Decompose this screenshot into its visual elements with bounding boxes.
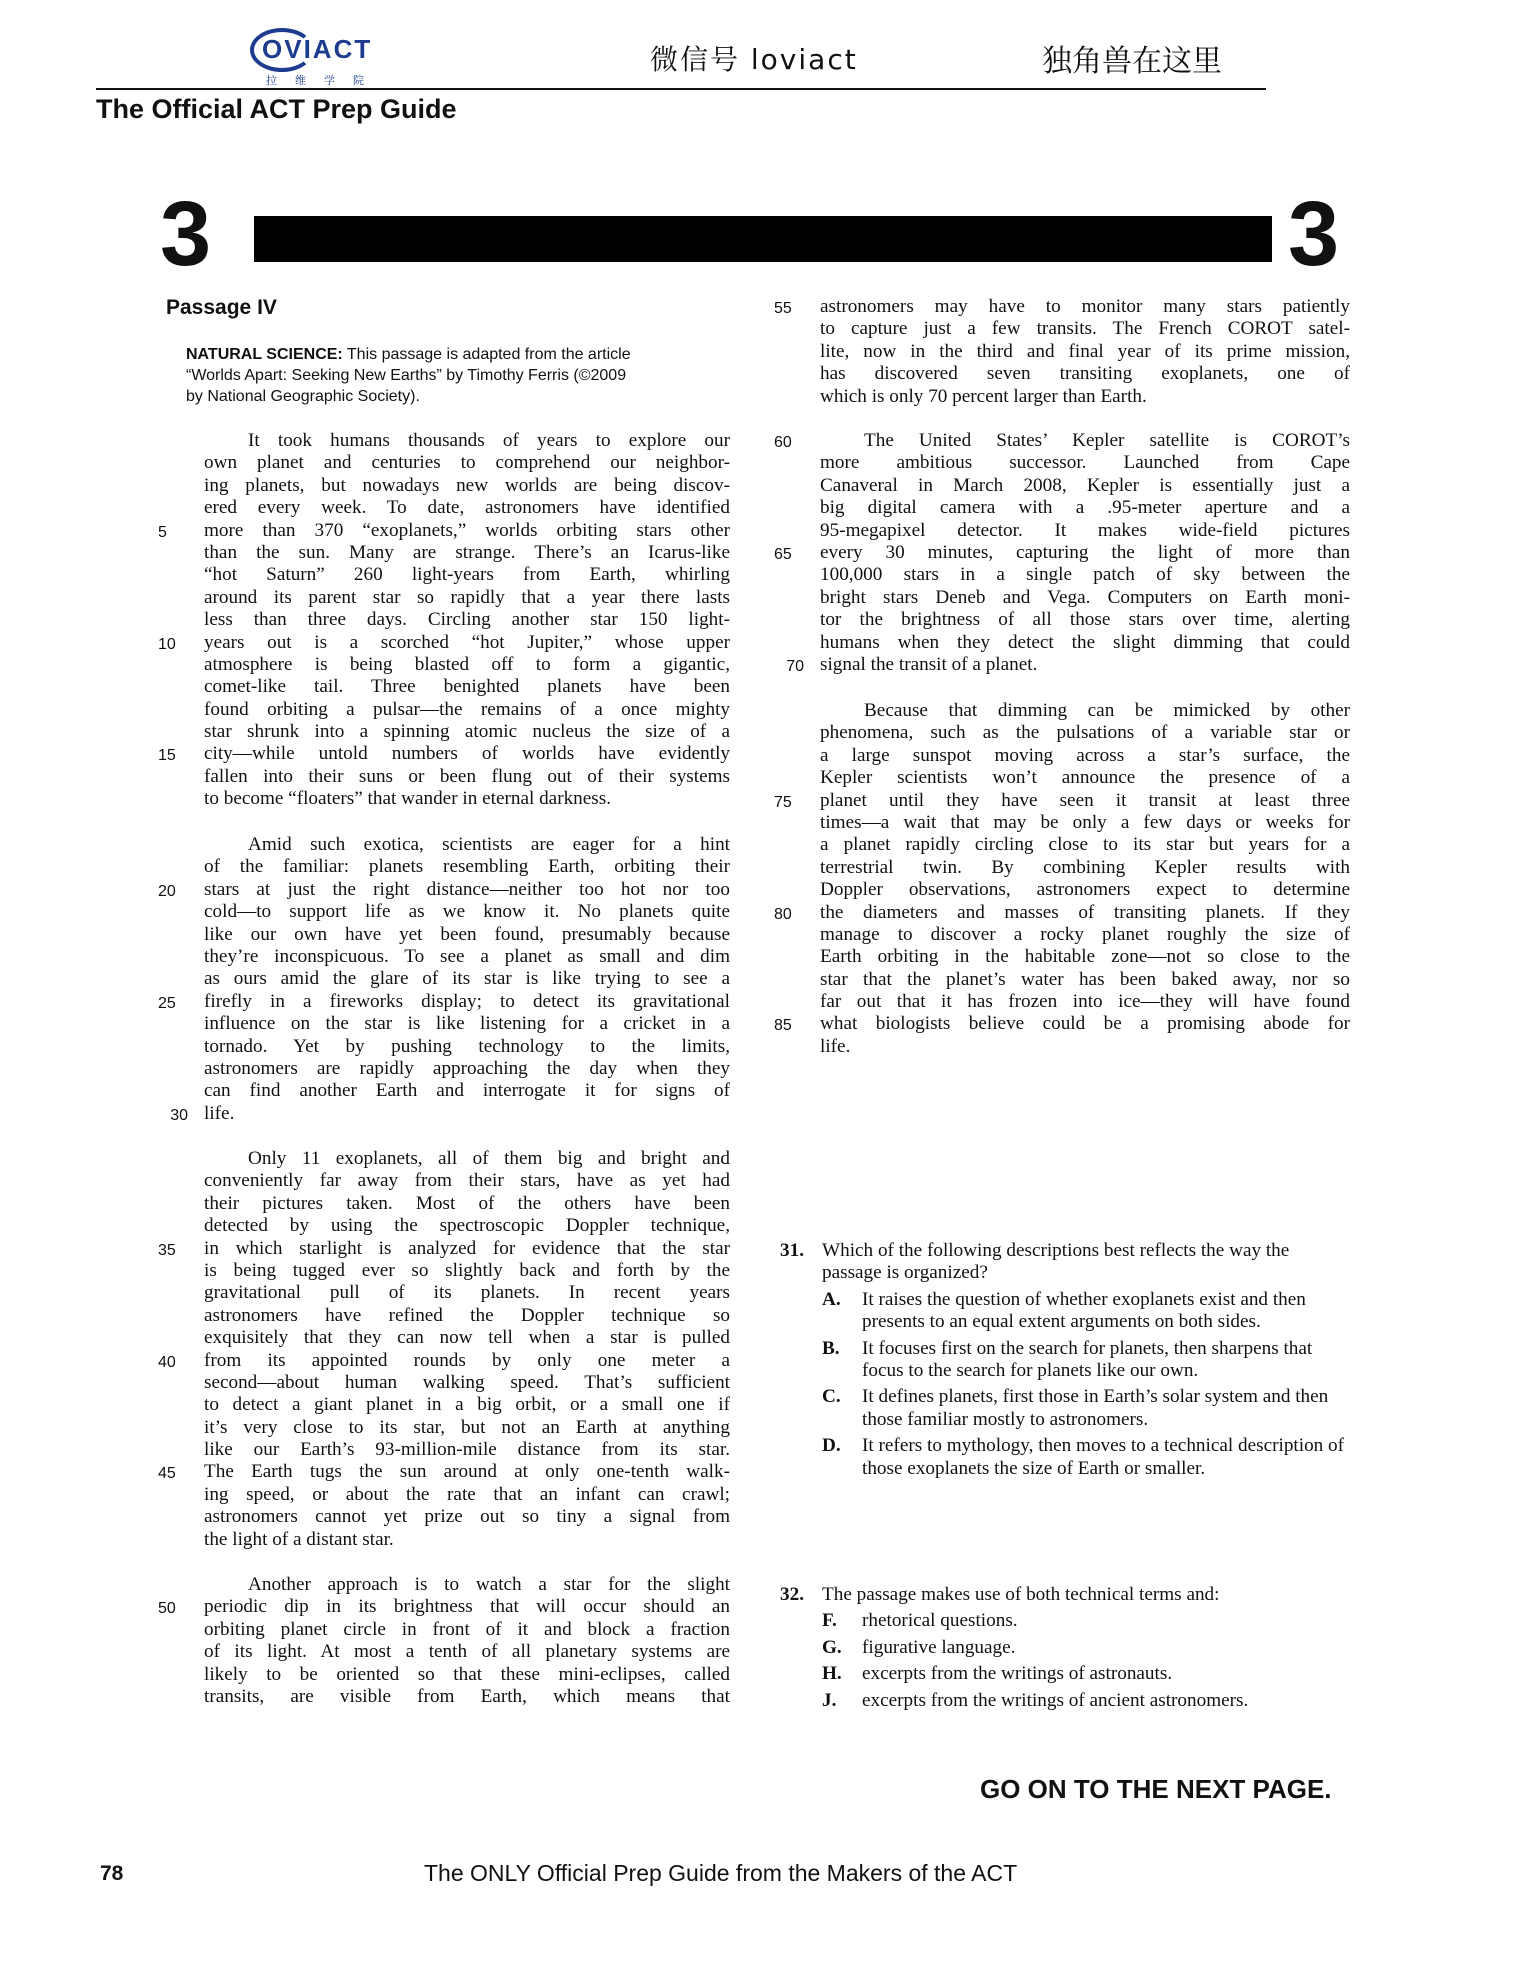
passage-line (204, 1394, 730, 1416)
question-stem: Which of the following descriptions best reflects the way the passage is organized? (822, 1240, 1290, 1284)
line-text: astronomers cannot yet prize out so tiny a signal from (204, 1506, 730, 1528)
intro-text-3: by National Geographic Society). (186, 388, 420, 405)
line-text: which is only 70 percent larger than Earth. (820, 385, 1147, 407)
passage-line (820, 700, 1350, 722)
option-letter: H. (822, 1663, 842, 1685)
passage-line (158, 743, 730, 765)
section-number-left: 3 (160, 183, 212, 285)
line-number: 30 (170, 1106, 188, 1124)
question-number: 31. (780, 1240, 804, 1261)
passage-line (158, 1349, 730, 1372)
line-text: ing planets, but nowadays new worlds are being discov- (204, 474, 730, 496)
passage-line (820, 587, 1350, 609)
line-text: comet-like tail. Three benighted planets have been (204, 676, 730, 698)
line-text: 95-megapixel detector. It makes wide-field pictures (820, 519, 1350, 541)
line-text: times—a wait that may be only a few days or weeks for (820, 811, 1350, 833)
passage-line (204, 1282, 730, 1304)
passage-line (820, 386, 1350, 408)
passage-line (820, 722, 1350, 744)
line-text: cold—to support life as we know it. No planets quite (204, 901, 730, 923)
passage-line (204, 676, 730, 698)
line-text: city—while untold numbers of worlds have evidently (204, 743, 730, 765)
option-text: excerpts from the writings of ancient astronomers. (862, 1689, 1249, 1711)
passage-line (158, 878, 730, 901)
line-number: 65 (774, 545, 792, 563)
intro-text-2: “Worlds Apart: Seeking New Earths” by Timothy Ferris (©2009 (186, 367, 627, 384)
line-text: far out that it has frozen into ice—they will have found (820, 991, 1350, 1013)
line-text: The Earth tugs the sun around at only one-tenth walk- (204, 1461, 730, 1483)
line-text: they’re inconspicuous. To see a planet as small and dim (204, 945, 730, 967)
option-letter: F. (822, 1610, 837, 1632)
passage-line (204, 1327, 730, 1349)
line-text: atmosphere is being blasted off to form a gigantic, (204, 653, 730, 675)
line-text: the diameters and masses of transiting planets. If they (820, 901, 1350, 923)
next-page-notice: GO ON TO THE NEXT PAGE. (980, 1774, 1332, 1804)
line-number: 45 (158, 1465, 176, 1483)
header-rule (96, 88, 1266, 90)
passage-line (204, 788, 730, 810)
passage-line (820, 341, 1350, 363)
line-text: periodic dip in its brightness that will occur should an (204, 1596, 730, 1618)
line-text: it’s very close to its star, but not an Earth at anything (204, 1416, 730, 1438)
passage-paragraph (774, 700, 1350, 1058)
line-number: 80 (774, 905, 792, 923)
passage-line (774, 541, 1350, 564)
passage-line (170, 1102, 730, 1125)
line-text: Because that dimming can be mimicked by other (864, 700, 1350, 721)
line-text: gravitational pull of its planets. In recent years (204, 1282, 730, 1304)
passage-paragraph (158, 834, 730, 1125)
line-text: Only 11 exoplanets, all of them big and bright and (248, 1148, 730, 1169)
passage-line (204, 1215, 730, 1237)
line-text: influence on the star is like listening for a cricket in a (204, 1013, 730, 1035)
line-text: to capture just a few transits. The French COROT satel- (820, 318, 1350, 340)
option-text: excerpts from the writings of astronauts. (862, 1663, 1173, 1685)
answer-option[interactable] (822, 1289, 1352, 1334)
line-text: life. (204, 1102, 235, 1124)
option-letter: G. (822, 1636, 842, 1658)
line-text: less than three days. Circling another star 150 light- (204, 609, 730, 631)
line-text: second—about human walking speed. That’s sufficient (204, 1371, 730, 1393)
passage-intro (186, 344, 734, 407)
line-text: The United States’ Kepler satellite is COROT’s (864, 430, 1350, 451)
passage-line (820, 363, 1350, 385)
line-text: humans when they detect the slight dimming that could (820, 631, 1350, 653)
logo-name: OVIACT (262, 34, 373, 64)
line-text: stars at just the right distance—neither too hot nor too (204, 878, 730, 900)
page-number: 78 (100, 1862, 124, 1885)
line-number: 60 (774, 434, 792, 451)
passage-line (204, 1506, 730, 1528)
line-text: star shrunk into a spinning atomic nucleus the size of a (204, 721, 730, 743)
line-text: around its parent star so rapidly that a year there lasts (204, 586, 730, 608)
line-text: tornado. Yet by pushing technology to the limits, (204, 1035, 730, 1057)
line-text: of its light. At most a tenth of all planetary systems are (204, 1641, 730, 1663)
passage-line (820, 497, 1350, 519)
passage-line (820, 924, 1350, 946)
line-text: a planet rapidly circling close to its star but years for a (820, 834, 1350, 856)
passage-line (204, 1417, 730, 1439)
line-number: 85 (774, 1017, 792, 1035)
line-text: Kepler scientists won’t announce the presence of a (820, 767, 1350, 789)
line-text: likely to be oriented so that these mini-eclipses, called (204, 1663, 730, 1685)
passage-line (774, 901, 1350, 924)
line-text: astronomers are rapidly approaching the day when they (204, 1057, 730, 1079)
line-text: firefly in a fireworks display; to detect its gravitational (204, 990, 730, 1012)
line-text: life. (820, 1035, 851, 1057)
answer-option[interactable] (822, 1637, 1352, 1659)
line-number: 70 (786, 657, 804, 675)
answer-option[interactable] (822, 1386, 1352, 1431)
line-text: big digital camera with a .95-meter aperture and a (820, 497, 1350, 519)
line-text: “hot Saturn” 260 light-years from Earth, whirling (204, 564, 730, 586)
answer-option[interactable] (822, 1435, 1352, 1480)
line-text: phenomena, such as the pulsations of a variable star or (820, 722, 1350, 744)
passage-line (820, 834, 1350, 856)
passage-line (820, 857, 1350, 879)
line-text: lite, now in the third and final year of its prime mission, (820, 340, 1350, 362)
passage-line (204, 1574, 730, 1596)
option-text: figurative language. (862, 1636, 1016, 1658)
line-text: transits, are visible from Earth, which means that (204, 1685, 730, 1707)
passage-line (204, 430, 730, 452)
line-text: planet until they have seen it transit at least three (820, 789, 1350, 811)
option-letter: A. (822, 1288, 841, 1310)
line-text: bright stars Deneb and Vega. Computers on Earth moni- (820, 586, 1350, 608)
line-number: 40 (158, 1353, 176, 1371)
passage-line (158, 1461, 730, 1483)
line-text: is being tugged ever so slightly back and forth by the (204, 1259, 730, 1281)
line-number: 25 (158, 994, 176, 1012)
passage-line (820, 812, 1350, 834)
passage-line (820, 969, 1350, 991)
line-number: 20 (158, 882, 176, 900)
passage-line (204, 946, 730, 968)
line-text: Amid such exotica, scientists are eager for a hint (248, 834, 730, 855)
passage-line (820, 318, 1350, 340)
passage-line (204, 901, 730, 923)
passage-line (204, 1686, 730, 1708)
answer-option[interactable] (822, 1338, 1352, 1383)
answer-option[interactable] (822, 1610, 1352, 1632)
passage-line (820, 879, 1350, 901)
header-tagline: 独角兽在这里 (1042, 44, 1222, 79)
line-text: what biologists believe could be a promising abode for (820, 1013, 1350, 1035)
line-text: Earth orbiting in the habitable zone—not so close to the (820, 946, 1350, 968)
line-text: years out is a scorched “hot Jupiter,” whose upper (204, 631, 730, 653)
line-number: 5 (158, 523, 167, 541)
line-number: 15 (158, 747, 176, 765)
line-text: own planet and centuries to comprehend our neighbor- (204, 452, 730, 474)
line-text: fallen into their suns or been flung out of their systems (204, 765, 730, 787)
line-text: their pictures taken. Most of the others have been (204, 1192, 730, 1214)
line-text: exquisitely that they can now tell when a star is pulled (204, 1327, 730, 1349)
passage-line (820, 609, 1350, 631)
intro-label: NATURAL SCIENCE: (186, 346, 343, 363)
line-number: 10 (158, 635, 176, 653)
option-letter: J. (822, 1689, 837, 1711)
passage-line (204, 699, 730, 721)
line-text: like our Earth’s 93-million-mile distance from its star. (204, 1439, 730, 1461)
line-text: ing speed, or about the rate that an infant can crawl; (204, 1483, 730, 1505)
passage-line (204, 1641, 730, 1663)
passage-line (204, 587, 730, 609)
passage-line (204, 766, 730, 788)
line-text: a large sunspot moving across a star’s surface, the (820, 744, 1350, 766)
passage-line (204, 609, 730, 631)
line-text: can find another Earth and interrogate it for signs of (204, 1080, 730, 1102)
line-text: to detect a giant planet in a big orbit, or a small one if (204, 1394, 730, 1416)
passage-line (204, 1148, 730, 1170)
line-number: 55 (774, 300, 792, 317)
passage-line (204, 1529, 730, 1551)
line-number: 75 (774, 793, 792, 811)
passage-line (204, 721, 730, 743)
passage-line (204, 1080, 730, 1102)
line-text: of the familiar: planets resembling Earth, orbiting their (204, 856, 730, 878)
passage-line (158, 1237, 730, 1260)
passage-line (204, 834, 730, 856)
line-text: from its appointed rounds by only one meter a (204, 1349, 730, 1371)
passage-line (158, 990, 730, 1013)
passage-line (204, 1372, 730, 1394)
option-text: It focuses first on the search for planets, then sharpens that focus to the search for planets like our own. (862, 1337, 1313, 1382)
passage-line (774, 296, 1350, 318)
passage-line (204, 1439, 730, 1461)
line-text: found orbiting a pulsar—the remains of a once mighty (204, 698, 730, 720)
line-text: more ambitious successor. Launched from Cape (820, 452, 1350, 474)
line-text: Another approach is to watch a star for the slight (248, 1574, 730, 1595)
passage-line (820, 946, 1350, 968)
passage-line (774, 430, 1350, 452)
passage-line (820, 767, 1350, 789)
passage-line (204, 564, 730, 586)
passage-line (820, 1036, 1350, 1058)
passage-line (820, 520, 1350, 542)
line-text: star that the planet’s water has been baked away, nor so (820, 968, 1350, 990)
passage-paragraph (158, 430, 730, 811)
passage-line (204, 1664, 730, 1686)
line-text: astronomers have refined the Doppler technique so (204, 1304, 730, 1326)
option-letter: D. (822, 1435, 841, 1457)
passage-line (204, 1484, 730, 1506)
passage-line (158, 1596, 730, 1618)
line-text: tor the brightness of all those stars over time, alerting (820, 609, 1350, 631)
line-number: 35 (158, 1241, 176, 1259)
passage-line (786, 653, 1350, 676)
line-text: Doppler observations, astronomers expect to determine (820, 879, 1350, 901)
passage-line (820, 452, 1350, 474)
guide-title: The Official ACT Prep Guide (96, 94, 457, 124)
line-text: It took humans thousands of years to explore our (248, 430, 730, 451)
line-text: Canaveral in March 2008, Kepler is essentially just a (820, 474, 1350, 496)
line-text: in which starlight is analyzed for evidence that the star (204, 1237, 730, 1259)
option-letter: B. (822, 1337, 840, 1359)
line-text: astronomers may have to monitor many stars patiently (820, 296, 1350, 317)
passage-line (820, 991, 1350, 1013)
line-text: orbiting planet circle in front of it and block a fraction (204, 1618, 730, 1640)
option-text: rhetorical questions. (862, 1610, 1018, 1632)
line-text: as ours amid the glare of its star is like trying to see a (204, 968, 730, 990)
line-text: the light of a distant star. (204, 1528, 394, 1550)
passage-line (158, 519, 730, 542)
option-letter: C. (822, 1386, 841, 1408)
page-footer: The ONLY Official Prep Guide from the Makers of the ACT (424, 1860, 1018, 1886)
answer-option[interactable] (822, 1690, 1352, 1712)
question-stem: The passage makes use of both technical terms and: (822, 1584, 1220, 1605)
section-number-right: 3 (1288, 183, 1340, 285)
passage-line (774, 789, 1350, 812)
line-text: to become “floaters” that wander in eternal darkness. (204, 788, 612, 810)
line-text: every 30 minutes, capturing the light of more than (820, 541, 1350, 563)
passage-line (204, 452, 730, 474)
passage-line (820, 745, 1350, 767)
passage-line (820, 632, 1350, 654)
wechat-id: 微信号 loviact (650, 43, 858, 76)
logo-subtitle: 拉维学院 (266, 74, 382, 87)
passage-line (204, 497, 730, 519)
passage-line (204, 654, 730, 676)
passage-line (820, 564, 1350, 586)
line-number: 50 (158, 1600, 176, 1618)
passage-line (204, 1260, 730, 1282)
question (780, 1240, 1352, 1480)
passage-line (204, 968, 730, 990)
passage-line (204, 924, 730, 946)
passage-line (204, 1013, 730, 1035)
passage-paragraph (774, 296, 1350, 408)
line-text: manage to discover a rocky planet roughly the size of (820, 923, 1350, 945)
section-bar (254, 216, 1272, 262)
line-text: terrestrial twin. By combining Kepler results with (820, 856, 1350, 878)
passage-line (774, 1013, 1350, 1035)
passage-line (158, 631, 730, 654)
option-text: It defines planets, first those in Earth’s solar system and then those familiar mostly to astronomers. (862, 1386, 1329, 1430)
question (780, 1584, 1352, 1712)
passage-line (204, 1036, 730, 1058)
line-text: than the sun. Many are strange. There’s an Icarus-like (204, 541, 730, 563)
passage-line (204, 1193, 730, 1215)
line-text: detected by using the spectroscopic Doppler technique, (204, 1215, 730, 1237)
passage-paragraph (774, 430, 1350, 676)
passage-line (204, 1058, 730, 1080)
line-text: signal the transit of a planet. (820, 653, 1038, 675)
passage-paragraph (158, 1574, 730, 1708)
line-text: like our own have yet been found, presumably because (204, 923, 730, 945)
intro-text-1: This passage is adapted from the article (342, 346, 631, 363)
passage-line (820, 475, 1350, 497)
line-text: more than 370 “exoplanets,” worlds orbiting stars other (204, 519, 730, 541)
question-number: 32. (780, 1584, 804, 1605)
passage-line (204, 856, 730, 878)
passage-line (204, 1305, 730, 1327)
passage-line (204, 475, 730, 497)
passage-line (204, 1619, 730, 1641)
passage-line (204, 1170, 730, 1192)
passage-title: Passage IV (166, 296, 277, 319)
answer-option[interactable] (822, 1663, 1352, 1685)
line-text: 100,000 stars in a single patch of sky between the (820, 564, 1350, 586)
line-text: has discovered seven transiting exoplanets, one of (820, 363, 1350, 385)
option-text: It refers to mythology, then moves to a technical description of those exoplanets the size of Earth or smaller. (862, 1435, 1345, 1479)
line-text: ered every week. To date, astronomers have identified (204, 497, 730, 519)
option-text: It raises the question of whether exoplanets exist and then presents to an equal extent arguments on both sides. (862, 1288, 1306, 1333)
coviact-logo (250, 28, 430, 88)
passage-paragraph (158, 1148, 730, 1551)
line-text: conveniently far away from their stars, have as yet had (204, 1170, 730, 1192)
passage-line (204, 542, 730, 564)
